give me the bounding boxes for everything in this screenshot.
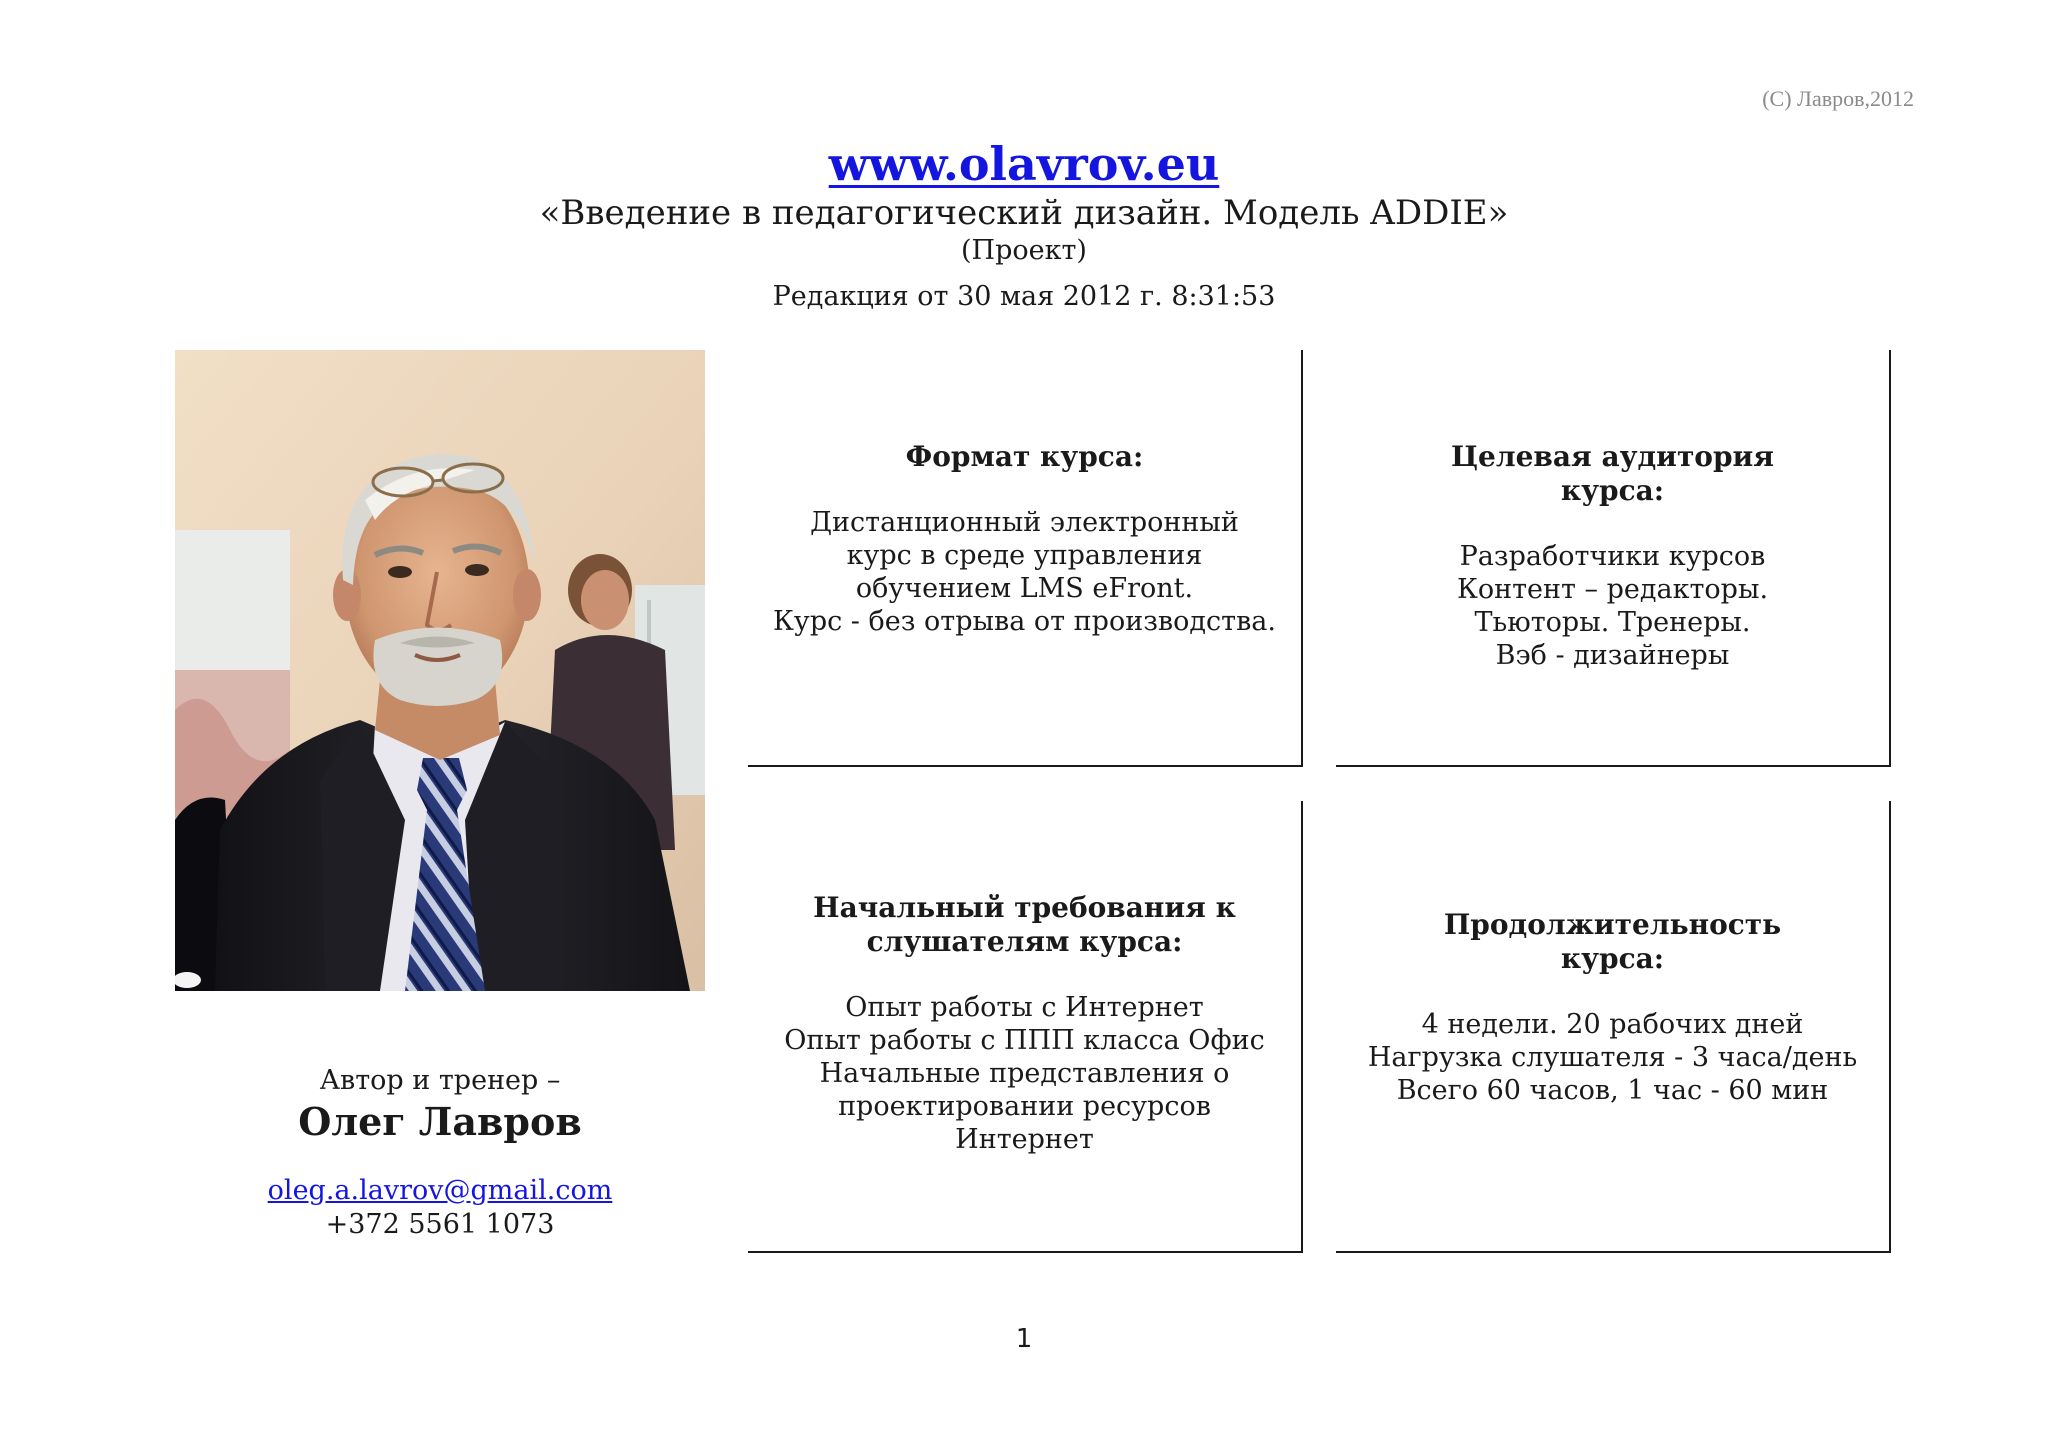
panel-course-format: [748, 350, 1303, 767]
panel-course-format-content: Формат курса: Дистанционный электронный курс в среде управления обучением LMS eFront. Курс - без отрыва от производства.: [748, 440, 1301, 638]
panel-target-audience-content: Целевая аудитория курса: Разработчики курсов Контент – редакторы. Тьюторы. Тренеры. Вэб - дизайнеры: [1336, 440, 1889, 672]
panel-course-duration-content: Продолжительность курса: 4 недели. 20 рабочих дней Нагрузка слушателя - 3 часа/день Всего 60 часов, 1 час - 60 мин: [1336, 908, 1889, 1107]
panel-entry-requirements-title: Начальный требования к слушателям курса:: [813, 891, 1236, 958]
author-email-link[interactable]: oleg.a.lavrov@gmail.com: [267, 1175, 613, 1206]
panel-target-audience: [1336, 350, 1891, 767]
copyright-notice: (С) Лавров,2012: [1762, 86, 1914, 111]
author-name: Олег Лавров: [298, 1099, 582, 1144]
panel-course-duration: [1336, 801, 1891, 1253]
panel-entry-requirements: [748, 801, 1303, 1253]
panel-course-duration-title: Продолжительность курса:: [1443, 908, 1782, 975]
panel-target-audience-title: Целевая аудитория курса:: [1450, 440, 1774, 507]
author-phone: +372 5561 1073: [325, 1209, 555, 1240]
panel-course-format-title: Формат курса:: [905, 440, 1144, 473]
author-photo: [175, 350, 705, 991]
revision-date: Редакция от 30 мая 2012 г. 8:31:53: [772, 281, 1276, 312]
document-header: [0, 136, 2048, 314]
author-role: Автор и тренер –: [319, 1065, 561, 1096]
panel-entry-requirements-content: Начальный требования к слушателям курса: Опыт работы с Интернет Опыт работы с ППП класса Офис Начальные представления о проектировании ресурсов Интернет: [748, 891, 1301, 1156]
site-link[interactable]: www.olavrov.eu: [828, 137, 1220, 191]
author-block: [175, 1064, 705, 1242]
document-title: «Введение в педагогический дизайн. Модель ADDIE»: [539, 193, 1509, 233]
document-status: (Проект): [961, 235, 1087, 266]
page-number: 1: [1015, 1324, 1033, 1354]
